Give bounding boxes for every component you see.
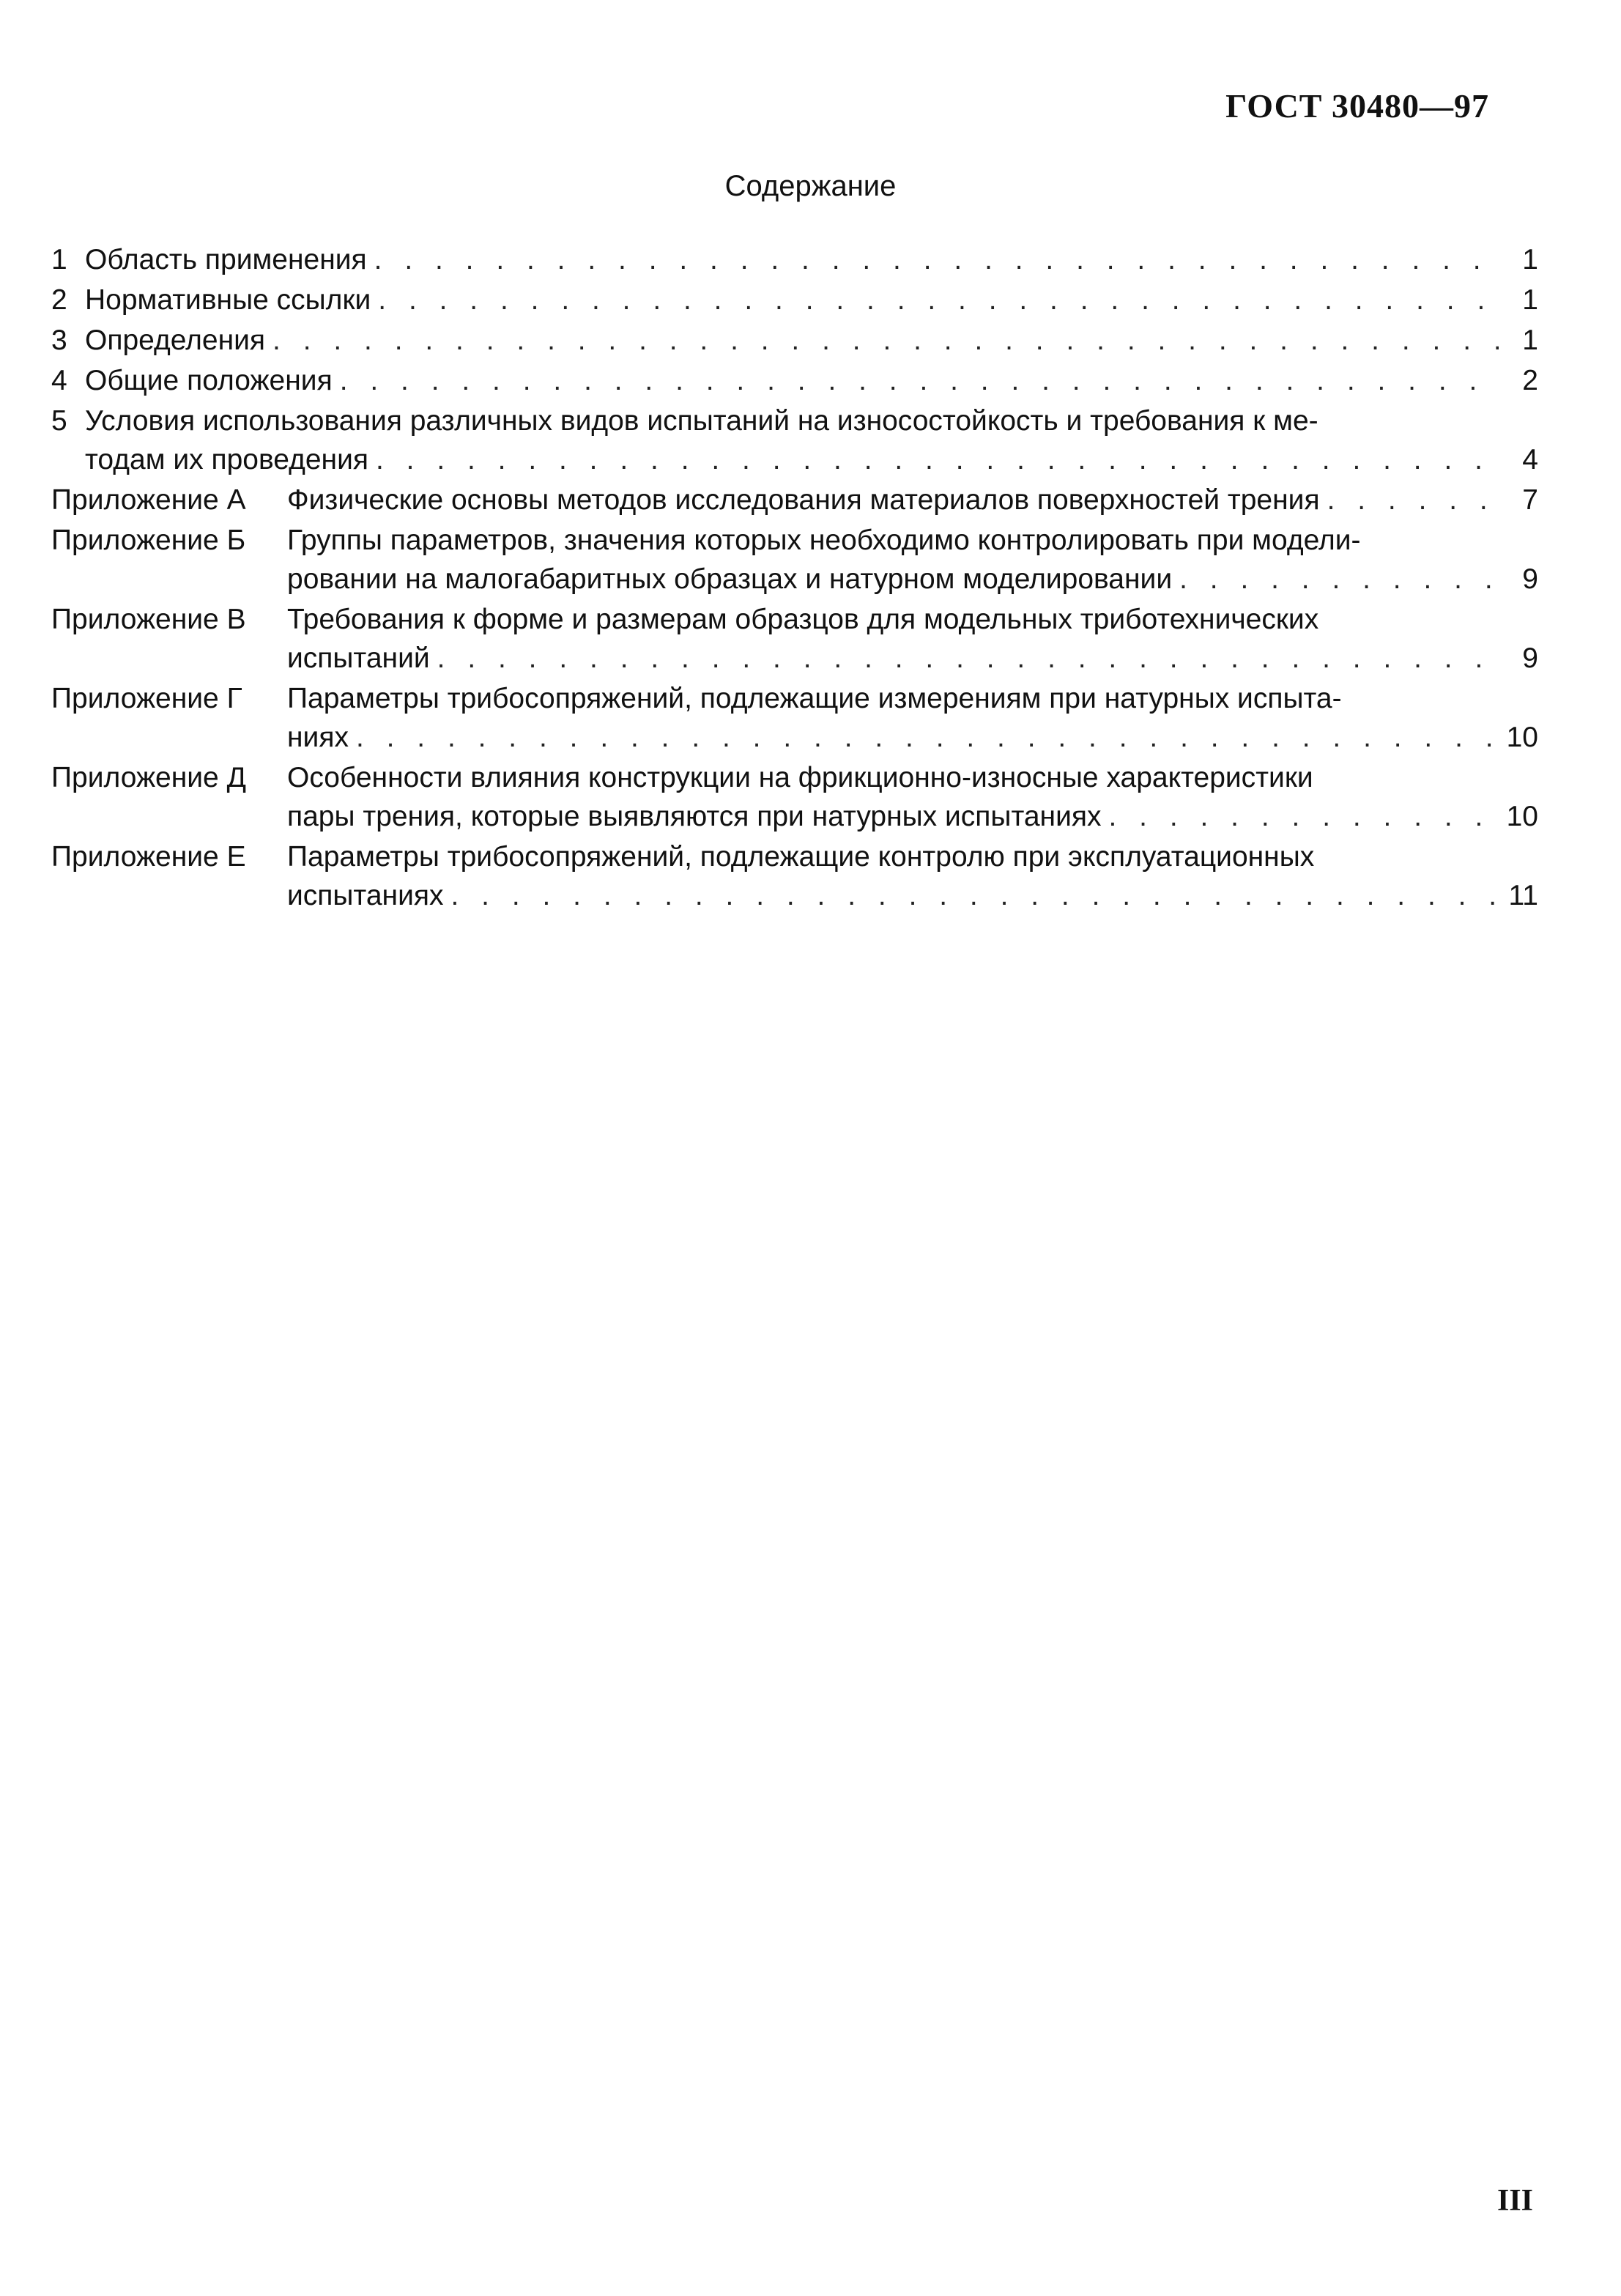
- entry-title-text: Параметры трибосопряжений, подлежащие контролю при эксплуатационных: [287, 841, 1315, 873]
- document-code: ГОСТ 30480—97: [1225, 87, 1489, 125]
- toc-section-entry[interactable]: [51, 281, 1538, 319]
- entry-line: [85, 401, 1538, 440]
- entry-body: [287, 521, 1538, 599]
- page-number: III: [1496, 2184, 1533, 2218]
- toc-appendix-entry[interactable]: [51, 481, 1538, 519]
- page-ref: 7: [1522, 484, 1538, 516]
- section-number: 4: [51, 365, 67, 396]
- entry-line: [287, 679, 1538, 718]
- toc-section-entry[interactable]: [51, 361, 1538, 400]
- entry-body: [287, 679, 1538, 757]
- appendix-label: Приложение Г: [51, 683, 242, 714]
- section-number: 5: [51, 405, 67, 437]
- entry-title-text: Условия использования различных видов испытаний на износостойкость и требования к ме-: [85, 405, 1318, 437]
- entry-body: [85, 240, 1538, 279]
- dot-leader: [340, 361, 1499, 400]
- entry-title-text: пары трения, которые выявляются при натурных испытаниях: [287, 801, 1102, 832]
- page-ref: 10: [1506, 722, 1538, 753]
- section-number: 1: [51, 244, 67, 275]
- entry-title-text: Область применения: [85, 244, 367, 275]
- entry-line: [85, 361, 1538, 400]
- entry-title-text: испытаний: [287, 642, 430, 674]
- entry-title-text: Общие положения: [85, 365, 333, 396]
- toc-section-entry[interactable]: [51, 401, 1538, 479]
- toc-appendix-entry[interactable]: [51, 679, 1538, 757]
- dot-leader: [1179, 560, 1499, 599]
- entry-line: [287, 481, 1538, 519]
- dot-leader: [1327, 481, 1499, 519]
- entry-line: [287, 521, 1538, 560]
- page-ref: 1: [1522, 244, 1538, 275]
- page-ref: 9: [1522, 563, 1538, 595]
- entry-body: [287, 837, 1538, 915]
- appendix-label: Приложение Д: [51, 762, 246, 793]
- toc-title: Содержание: [724, 170, 897, 202]
- appendix-label: Приложение А: [51, 484, 246, 516]
- page-ref: 2: [1522, 365, 1538, 396]
- dot-leader: [356, 718, 1499, 757]
- entry-body: [85, 401, 1538, 479]
- entry-line: [287, 876, 1538, 915]
- page-ref: 1: [1522, 325, 1538, 356]
- entry-line: [287, 600, 1538, 639]
- page-ref: 11: [1508, 880, 1538, 911]
- entry-line: [85, 281, 1538, 319]
- entry-title-text: Физические основы методов исследования материалов поверхностей трения: [287, 484, 1320, 516]
- page-ref: 1: [1522, 284, 1538, 316]
- section-number: 2: [51, 284, 67, 316]
- entry-title-text: Параметры трибосопряжений, подлежащие измерениям при натурных испыта-: [287, 683, 1342, 714]
- page-ref: 10: [1506, 801, 1538, 832]
- dot-leader: [437, 639, 1499, 678]
- appendix-label: Приложение Е: [51, 841, 246, 873]
- entry-title-text: Определения: [85, 325, 266, 356]
- entry-body: [287, 758, 1538, 836]
- entry-title-text: Нормативные ссылки: [85, 284, 371, 316]
- entry-body: [287, 481, 1538, 519]
- entry-line: [287, 560, 1538, 599]
- entry-body: [85, 321, 1538, 360]
- entry-title-text: Группы параметров, значения которых необходимо контролировать при модели-: [287, 525, 1361, 556]
- entry-body: [85, 361, 1538, 400]
- entry-line: [287, 718, 1538, 757]
- page-ref: 9: [1522, 642, 1538, 674]
- toc-section-entry[interactable]: [51, 321, 1538, 360]
- table-of-contents: [51, 240, 1538, 916]
- entry-title-text: тодам их проведения: [85, 444, 368, 475]
- entry-line: [287, 758, 1538, 797]
- entry-line: [85, 321, 1538, 360]
- dot-leader: [374, 240, 1499, 279]
- dot-leader: [378, 281, 1499, 319]
- dot-leader: [451, 876, 1499, 915]
- entry-title-text: ниях: [287, 722, 349, 753]
- toc-appendix-entry[interactable]: [51, 758, 1538, 836]
- entry-line: [287, 837, 1538, 876]
- entry-line: [287, 797, 1538, 836]
- page-ref: 4: [1522, 444, 1538, 475]
- toc-appendix-entry[interactable]: [51, 837, 1538, 915]
- entry-line: [287, 639, 1538, 678]
- section-number: 3: [51, 325, 67, 356]
- appendix-label: Приложение Б: [51, 525, 246, 556]
- dot-leader: [272, 321, 1499, 360]
- toc-section-entry[interactable]: [51, 240, 1538, 279]
- entry-title-text: ровании на малогабаритных образцах и натурном моделировании: [287, 563, 1173, 595]
- entry-title-text: Особенности влияния конструкции на фрикционно-износные характеристики: [287, 762, 1313, 793]
- entry-line: [85, 240, 1538, 279]
- appendix-label: Приложение В: [51, 604, 246, 635]
- dot-leader: [1109, 797, 1499, 836]
- entry-body: [287, 600, 1538, 678]
- dot-leader: [376, 440, 1499, 479]
- toc-appendix-entry[interactable]: [51, 600, 1538, 678]
- entry-title-text: испытаниях: [287, 880, 444, 911]
- entry-title-text: Требования к форме и размерам образцов для модельных триботехнических: [287, 604, 1319, 635]
- entry-line: [85, 440, 1538, 479]
- entry-body: [85, 281, 1538, 319]
- toc-appendix-entry[interactable]: [51, 521, 1538, 599]
